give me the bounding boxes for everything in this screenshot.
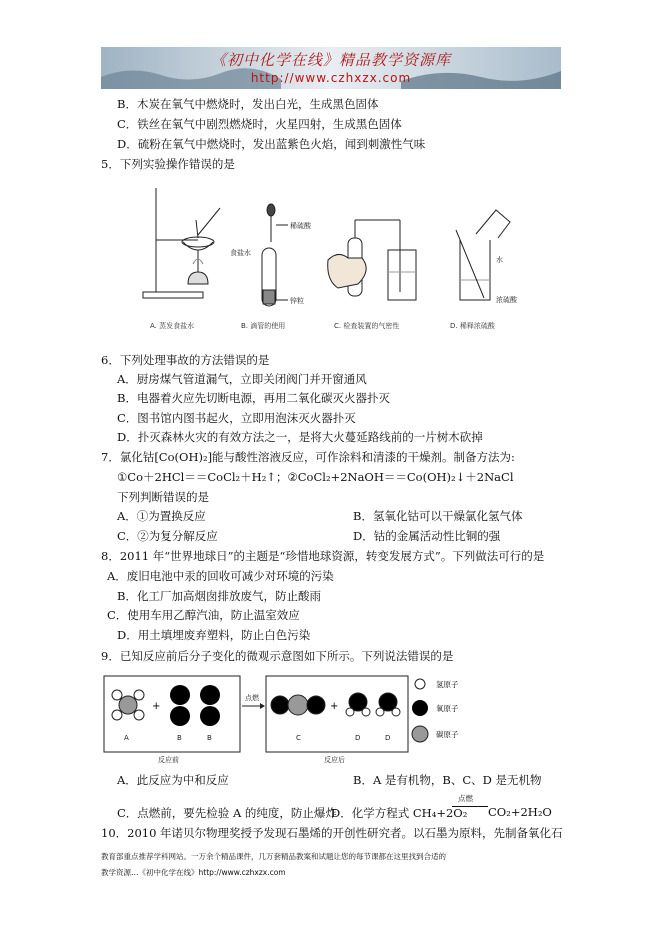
molecule-d1 (346, 693, 370, 716)
label-conc-acid: 浓硫酸 (496, 296, 517, 304)
q7-option-d: D．钴的金属活动性比铜的强 (353, 529, 501, 543)
letter-d1: D (355, 734, 361, 742)
after-caption: 反应后 (324, 756, 345, 764)
plus-sign-1: + (152, 701, 161, 712)
q9-option-d-condition: 点燃 (458, 794, 473, 803)
molecule-c (271, 695, 325, 715)
svg-text:氢原子: 氢原子 (436, 680, 459, 689)
q8-option-c: C．使用车用乙醇汽油，防止温室效应 (107, 608, 300, 622)
q9-option-c: C．点燃前，要先检验 A 的纯度，防止爆炸 (117, 806, 337, 820)
q8-option-b: B．化工厂加高烟囱排放废气，防止酸雨 (117, 589, 321, 603)
q6-stem: 6．下列处理事故的方法错误的是 (101, 353, 270, 367)
q7-option-c: C．②为复分解反应 (117, 529, 218, 543)
q9-molecule-diagram (100, 670, 540, 770)
q8-option-a: A．废旧电池中汞的回收可减少对环境的污染 (107, 569, 334, 583)
q9-option-a: A．此反应为中和反应 (117, 773, 229, 787)
letter-c: C (296, 734, 301, 742)
caption-a: A. 蒸发食盐水 (150, 322, 195, 330)
molecule-a (112, 690, 144, 720)
banner-title: 《初中化学在线》精品教学资源库 (210, 51, 451, 69)
q7-option-b: B．氢氧化钴可以干燥氯化氢气体 (353, 509, 523, 523)
q9-option-d-prefix: D．化学方程式 CH₄+2O₂ (331, 806, 468, 820)
q9-option-d-equals (452, 806, 488, 807)
caption-b: B. 滴管的使用 (241, 322, 286, 330)
label-dilute-acid: 稀硫酸 (290, 222, 311, 230)
q10-stem: 10．2010 年诺贝尔物理奖授予发现石墨烯的开创性研究者。以石墨为原料，先制备氧化石 (101, 826, 563, 840)
q8-option-d: D．用土填埋废弃塑料，防止白色污染 (117, 628, 311, 642)
before-caption: 反应前 (158, 756, 179, 764)
letter-d2: D (385, 734, 391, 742)
q4-option-b: B．木炭在氧气中燃烧时，发出白光，生成黑色固体 (117, 97, 379, 111)
apparatus-evaporation (143, 188, 220, 298)
arrow-label: 点燃 (245, 694, 259, 702)
q4-option-c: C．铁丝在氧气中剧烈燃烧时，火星四射，生成黑色固体 (117, 117, 402, 131)
caption-c: C. 检查装置的气密性 (334, 322, 400, 330)
molecule-b2 (200, 685, 220, 726)
label-water: 水 (496, 256, 503, 264)
letter-a: A (124, 734, 129, 742)
footer-line-1: 教育部重点推荐学科网站。一万余个精品课件，几万套精品教案和试题让您的每节课都在这里找到合适的 (101, 852, 446, 861)
q7-stem: 7．氯化钴[Co(OH)₂]能与酸性溶液反应，可作涂料和清漆的干燥剂。制备方法为: (101, 450, 515, 464)
q9-stem: 9．已知反应前后分子变化的微观示意图如下所示。下列说法错误的是 (101, 649, 454, 663)
plus-sign-2: + (330, 701, 339, 712)
q7-sub: 下列判断错误的是 (117, 490, 209, 504)
legend-carbon (412, 726, 459, 742)
q6-option-d: D．扑灭森林火灾的有效方法之一，是将大火蔓延路线前的一片树木砍掉 (117, 430, 483, 444)
molecule-d2 (376, 693, 400, 716)
legend-oxygen (412, 700, 459, 716)
banner-url[interactable]: http://www.czhxzx.com (250, 71, 412, 85)
q5-apparatus-figure (138, 180, 533, 340)
molecule-b1 (170, 685, 190, 726)
caption-d: D. 稀释浓硫酸 (450, 322, 495, 330)
svg-text:碳原子: 碳原子 (436, 730, 459, 739)
q4-option-d: D．硫粉在氧气中燃烧时，发出蓝紫色火焰，闻到刺激性气味 (117, 137, 426, 151)
letter-b2: B (207, 734, 212, 742)
q7-equation: ①Co＋2HCl＝＝CoCl₂＋H₂↑；②CoCl₂+2NaOH＝＝Co(OH)₂↓＋2NaCl (117, 470, 514, 484)
label-zinc: 锌粒 (290, 297, 304, 305)
apparatus-airtightness (328, 220, 416, 300)
label-salt-water: 食盐水 (230, 249, 251, 257)
apparatus-dropper (262, 204, 288, 306)
q6-option-a: A．厨房煤气管道漏气，立即关闭阀门并开窗通风 (117, 372, 367, 386)
letter-b1: B (177, 734, 182, 742)
arrow-head (260, 703, 265, 709)
footer-line-2[interactable]: 教学资源…《初中化学在线》http://www.czhxzx.com (101, 868, 286, 877)
q7-option-a: A．①为置换反应 (117, 509, 206, 523)
apparatus-dilution (456, 210, 510, 300)
q8-stem: 8．2011 年“世界地球日”的主题是“珍惜地球资源，转变发展方式”。下列做法可行的是 (101, 549, 545, 563)
legend-hydrogen (415, 679, 459, 689)
q6-option-b: B．电器着火应先切断电源，再用二氧化碳灭火器扑灭 (117, 391, 390, 405)
q5-stem: 5．下列实验操作错误的是 (101, 157, 235, 171)
q9-option-b: B．A 是有机物，B、C、D 是无机物 (353, 773, 542, 787)
svg-text:氧原子: 氧原子 (436, 704, 459, 713)
q9-option-d-suffix: CO₂+2H₂O (488, 805, 552, 819)
header-banner (101, 47, 561, 89)
q6-option-c: C．图书馆内图书起火，立即用泡沫灭火器扑灭 (117, 411, 356, 425)
